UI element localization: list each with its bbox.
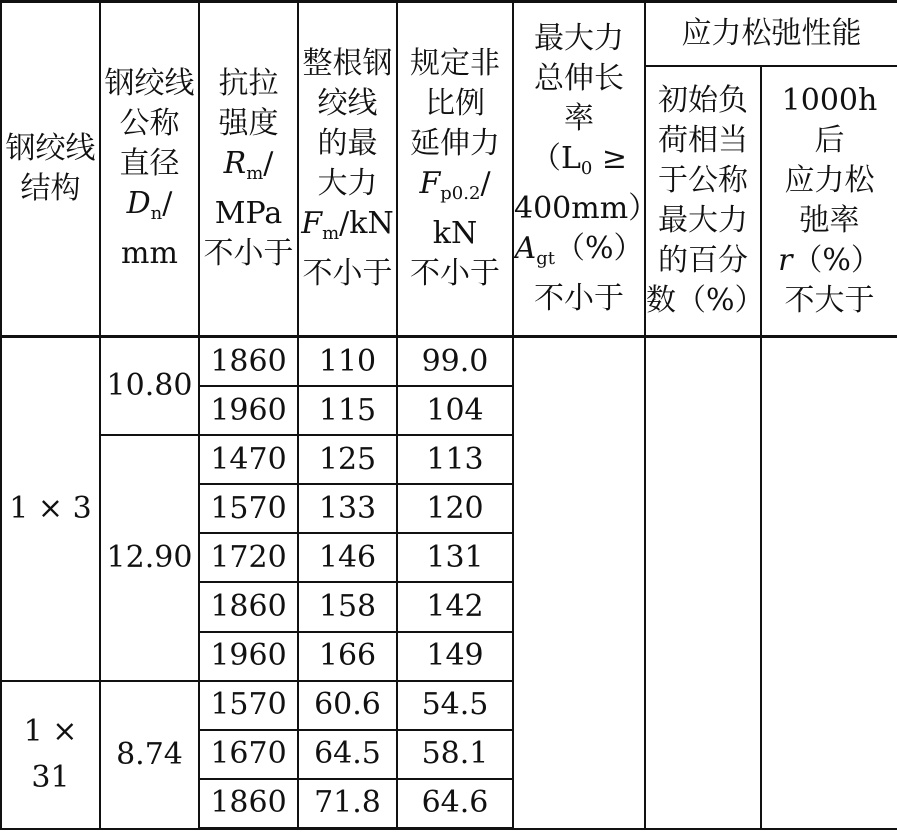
cell-max-force: 166	[298, 632, 397, 681]
cell-tensile: 1860	[199, 582, 298, 631]
cell-max-force: 110	[298, 337, 397, 387]
cell-max-force: 71.8	[298, 779, 397, 829]
cell-diameter: 10.80	[100, 337, 199, 436]
cell-initial-load	[645, 337, 761, 829]
cell-structure: 1 × 3	[1, 337, 100, 681]
header-initial-load: 初始负 荷相当 于公称 最大力 的百分 数（%）	[645, 66, 761, 337]
cell-tensile: 1720	[199, 533, 298, 582]
cell-tensile: 1570	[199, 484, 298, 533]
cell-yield-force: 149	[397, 632, 513, 681]
cell-max-force: 158	[298, 582, 397, 631]
header-relaxation-rate: 1000h 后 应力松 弛率 r（%） 不大于	[761, 66, 897, 337]
cell-tensile: 1570	[199, 681, 298, 730]
header-yield-force: 规定非 比例 延伸力 $F_{p0.2}/$ kN 不小于	[397, 2, 513, 337]
cell-tensile: 1470	[199, 435, 298, 484]
cell-diameter: 12.90	[100, 435, 199, 680]
cell-tensile: 1860	[199, 779, 298, 829]
cell-yield-force: 104	[397, 386, 513, 435]
cell-yield-force: 54.5	[397, 681, 513, 730]
cell-max-force: 146	[298, 533, 397, 582]
header-elongation: 最大力 总伸长 率 （$L_0$ ≥ 400mm） $A_{gt}(\%)$ 不小于	[513, 2, 645, 337]
cell-yield-force: 64.6	[397, 779, 513, 829]
cell-tensile: 1670	[199, 730, 298, 779]
cell-yield-force: 142	[397, 582, 513, 631]
cell-structure: 1 × 31	[1, 681, 100, 829]
header-relaxation-group: 应力松弛性能	[645, 2, 897, 67]
cell-yield-force: 113	[397, 435, 513, 484]
header-structure: 钢绞线 结构	[1, 2, 100, 337]
cell-yield-force: 131	[397, 533, 513, 582]
cell-max-force: 133	[298, 484, 397, 533]
cell-yield-force: 58.1	[397, 730, 513, 779]
cell-tensile: 1960	[199, 386, 298, 435]
cell-yield-force: 99.0	[397, 337, 513, 387]
header-max-force: 整根钢 绞线 的最 大力 $F_m/kN$ 不小于	[298, 2, 397, 337]
table-row	[1, 337, 897, 387]
header-tensile-strength: 抗拉 强度 $R_m/$ MPa 不小于	[199, 2, 298, 337]
cell-tensile: 1960	[199, 632, 298, 681]
cell-relaxation-rate	[761, 337, 897, 829]
cell-diameter: 8.74	[100, 681, 199, 829]
cell-max-force: 115	[298, 386, 397, 435]
cell-max-force: 60.6	[298, 681, 397, 730]
cell-tensile: 1860	[199, 337, 298, 387]
cell-max-force: 125	[298, 435, 397, 484]
table-body	[1, 337, 897, 829]
cell-yield-force: 120	[397, 484, 513, 533]
cell-elongation	[513, 337, 645, 829]
cell-max-force: 64.5	[298, 730, 397, 779]
header-diameter: 钢绞线 公称 直径 $D_n/$ mm	[100, 2, 199, 337]
